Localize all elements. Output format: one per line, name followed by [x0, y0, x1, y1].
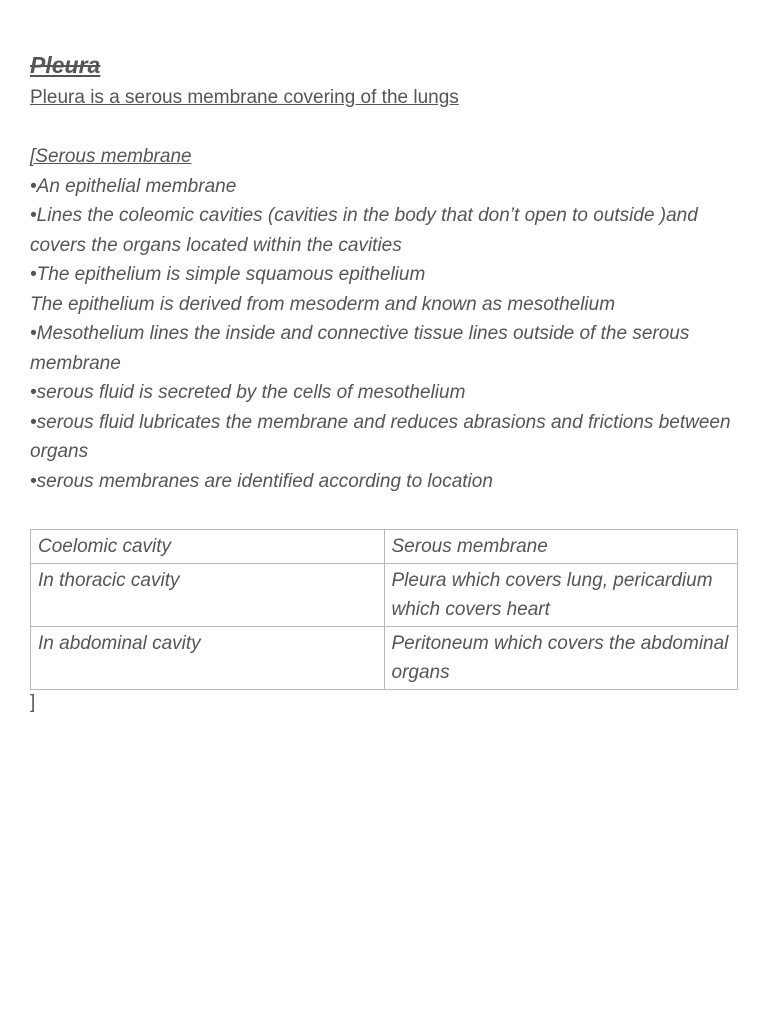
table-cell: In thoracic cavity [31, 564, 385, 627]
closing-bracket: ] [30, 692, 36, 713]
note-line: •serous membranes are identified according to location [30, 470, 493, 492]
page-subtitle: Pleura is a serous membrane covering of the lungs [30, 87, 459, 108]
serous-membrane-notes [30, 142, 740, 496]
note-line: The epithelium is derived from mesoderm and known as mesothelium [30, 293, 616, 315]
document-page [30, 50, 740, 716]
note-line: •serous fluid is secreted by the cells of mesothelium [30, 382, 466, 403]
table-header-cell: Coelomic cavity [31, 530, 385, 564]
table-cell: In abdominal cavity [31, 627, 385, 690]
notes-heading: [Serous membrane [30, 146, 192, 167]
note-line: •Lines the coleomic cavities (cavities in the body that don’t open to outside )and covers the organs located within the cavities [30, 205, 698, 256]
cavity-membrane-table [30, 529, 738, 690]
note-line: •serous fluid lubricates the membrane and reduces abrasions and frictions between organs [30, 411, 731, 462]
note-line: •Mesothelium lines the inside and connective tissue lines outside of the serous membrane [30, 323, 690, 374]
table-row [31, 627, 738, 690]
table-cell: Peritoneum which covers the abdominal organs [384, 627, 738, 690]
note-line: •An epithelial membrane [30, 175, 237, 197]
table-cell: Pleura which covers lung, pericardium which covers heart [384, 564, 738, 627]
table-row [31, 564, 738, 627]
note-line: •The epithelium is simple squamous epithelium [30, 264, 426, 285]
table-header-cell: Serous membrane [384, 530, 738, 564]
table-header-row [31, 530, 738, 564]
page-title: Pleura [30, 52, 101, 78]
